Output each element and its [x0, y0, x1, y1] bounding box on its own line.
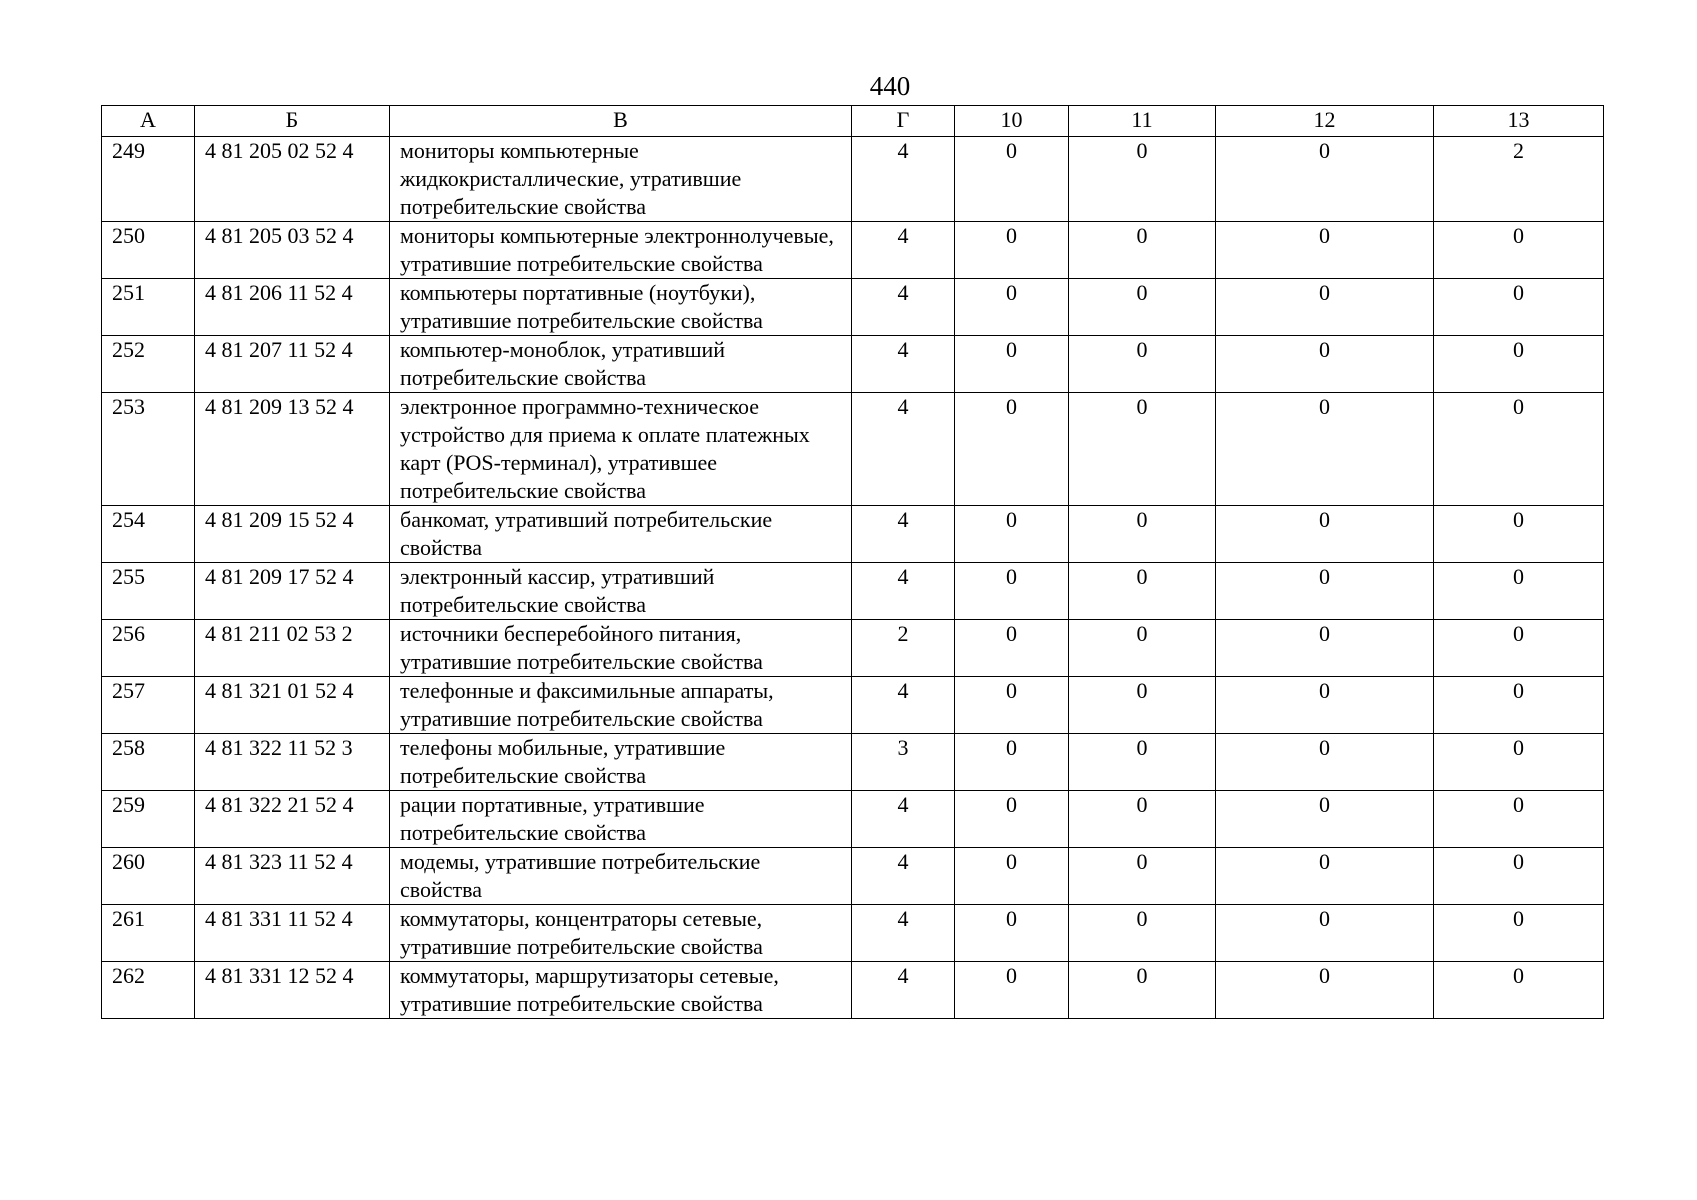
table-row	[102, 677, 1604, 734]
waste-code-cell: 4 81 209 17 52 4	[195, 563, 390, 620]
column-header: 12	[1216, 106, 1434, 137]
table-row	[102, 563, 1604, 620]
hazard-class-cell: 4	[852, 137, 955, 222]
row-number-cell: 257	[102, 677, 195, 734]
table-row	[102, 848, 1604, 905]
value-cell-13: 0	[1434, 677, 1604, 734]
value-cell-13: 0	[1434, 734, 1604, 791]
value-cell-12: 0	[1216, 222, 1434, 279]
row-number-cell: 256	[102, 620, 195, 677]
value-cell-12: 0	[1216, 848, 1434, 905]
waste-code-cell: 4 81 207 11 52 4	[195, 336, 390, 393]
value-cell-10: 0	[955, 393, 1069, 506]
waste-name-cell: электронное программно-техническое устройство для приема к оплате платежных карт (POS-терминал), утратившее потребительские свойства	[390, 393, 852, 506]
value-cell-12: 0	[1216, 734, 1434, 791]
value-cell-11: 0	[1069, 905, 1216, 962]
waste-code-cell: 4 81 209 15 52 4	[195, 506, 390, 563]
value-cell-13: 0	[1434, 905, 1604, 962]
waste-code-cell: 4 81 322 11 52 3	[195, 734, 390, 791]
hazard-class-cell: 4	[852, 506, 955, 563]
page-number: 440	[869, 71, 911, 101]
value-cell-13: 0	[1434, 393, 1604, 506]
value-cell-12: 0	[1216, 393, 1434, 506]
value-cell-13: 2	[1434, 137, 1604, 222]
value-cell-12: 0	[1216, 905, 1434, 962]
header-row	[102, 106, 1604, 137]
table-row	[102, 734, 1604, 791]
value-cell-10: 0	[955, 137, 1069, 222]
table-row	[102, 620, 1604, 677]
waste-code-cell: 4 81 331 11 52 4	[195, 905, 390, 962]
value-cell-10: 0	[955, 506, 1069, 563]
waste-code-cell: 4 81 322 21 52 4	[195, 791, 390, 848]
waste-code-cell: 4 81 205 03 52 4	[195, 222, 390, 279]
value-cell-12: 0	[1216, 677, 1434, 734]
table-row	[102, 791, 1604, 848]
hazard-class-cell: 4	[852, 336, 955, 393]
row-number-cell: 250	[102, 222, 195, 279]
waste-code-cell: 4 81 211 02 53 2	[195, 620, 390, 677]
hazard-class-cell: 2	[852, 620, 955, 677]
hazard-class-cell: 4	[852, 222, 955, 279]
value-cell-11: 0	[1069, 734, 1216, 791]
row-number-cell: 258	[102, 734, 195, 791]
row-number-cell: 261	[102, 905, 195, 962]
value-cell-11: 0	[1069, 962, 1216, 1019]
waste-name-cell: мониторы компьютерные жидкокристаллические, утратившие потребительские свойства	[390, 137, 852, 222]
row-number-cell: 252	[102, 336, 195, 393]
value-cell-10: 0	[955, 962, 1069, 1019]
column-header: В	[390, 106, 852, 137]
value-cell-11: 0	[1069, 620, 1216, 677]
value-cell-13: 0	[1434, 620, 1604, 677]
value-cell-10: 0	[955, 620, 1069, 677]
table-row	[102, 222, 1604, 279]
value-cell-13: 0	[1434, 506, 1604, 563]
row-number-cell: 253	[102, 393, 195, 506]
table-row	[102, 137, 1604, 222]
value-cell-11: 0	[1069, 677, 1216, 734]
value-cell-12: 0	[1216, 791, 1434, 848]
value-cell-12: 0	[1216, 279, 1434, 336]
hazard-class-cell: 3	[852, 734, 955, 791]
waste-name-cell: компьютеры портативные (ноутбуки), утратившие потребительские свойства	[390, 279, 852, 336]
value-cell-11: 0	[1069, 336, 1216, 393]
value-cell-13: 0	[1434, 563, 1604, 620]
value-cell-11: 0	[1069, 563, 1216, 620]
hazard-class-cell: 4	[852, 791, 955, 848]
row-number-cell: 249	[102, 137, 195, 222]
hazard-class-cell: 4	[852, 962, 955, 1019]
waste-code-cell: 4 81 321 01 52 4	[195, 677, 390, 734]
table-row	[102, 962, 1604, 1019]
value-cell-13: 0	[1434, 791, 1604, 848]
value-cell-10: 0	[955, 336, 1069, 393]
row-number-cell: 251	[102, 279, 195, 336]
waste-code-cell: 4 81 206 11 52 4	[195, 279, 390, 336]
waste-name-cell: рации портативные, утратившие потребительские свойства	[390, 791, 852, 848]
value-cell-10: 0	[955, 791, 1069, 848]
hazard-class-cell: 4	[852, 279, 955, 336]
waste-name-cell: коммутаторы, концентраторы сетевые, утратившие потребительские свойства	[390, 905, 852, 962]
value-cell-10: 0	[955, 848, 1069, 905]
value-cell-11: 0	[1069, 791, 1216, 848]
value-cell-12: 0	[1216, 620, 1434, 677]
hazard-class-cell: 4	[852, 677, 955, 734]
value-cell-12: 0	[1216, 336, 1434, 393]
table-row	[102, 506, 1604, 563]
value-cell-13: 0	[1434, 848, 1604, 905]
value-cell-13: 0	[1434, 336, 1604, 393]
value-cell-10: 0	[955, 734, 1069, 791]
table-row	[102, 393, 1604, 506]
waste-code-cell: 4 81 205 02 52 4	[195, 137, 390, 222]
waste-name-cell: коммутаторы, маршрутизаторы сетевые, утратившие потребительские свойства	[390, 962, 852, 1019]
hazard-class-cell: 4	[852, 905, 955, 962]
waste-code-cell: 4 81 209 13 52 4	[195, 393, 390, 506]
column-header: А	[102, 106, 195, 137]
value-cell-12: 0	[1216, 506, 1434, 563]
table-row	[102, 905, 1604, 962]
value-cell-11: 0	[1069, 137, 1216, 222]
row-number-cell: 254	[102, 506, 195, 563]
waste-name-cell: модемы, утратившие потребительские свойства	[390, 848, 852, 905]
row-number-cell: 259	[102, 791, 195, 848]
column-header: 13	[1434, 106, 1604, 137]
row-number-cell: 260	[102, 848, 195, 905]
waste-name-cell: телефонные и факсимильные аппараты, утратившие потребительские свойства	[390, 677, 852, 734]
hazard-class-cell: 4	[852, 848, 955, 905]
value-cell-11: 0	[1069, 506, 1216, 563]
value-cell-13: 0	[1434, 279, 1604, 336]
value-cell-10: 0	[955, 905, 1069, 962]
waste-classification-table	[101, 105, 1604, 1019]
row-number-cell: 255	[102, 563, 195, 620]
value-cell-12: 0	[1216, 962, 1434, 1019]
waste-name-cell: источники бесперебойного питания, утратившие потребительские свойства	[390, 620, 852, 677]
table-row	[102, 336, 1604, 393]
value-cell-12: 0	[1216, 563, 1434, 620]
column-header: Г	[852, 106, 955, 137]
table-row	[102, 279, 1604, 336]
value-cell-13: 0	[1434, 222, 1604, 279]
value-cell-11: 0	[1069, 848, 1216, 905]
table-body	[102, 137, 1604, 1019]
waste-name-cell: компьютер-моноблок, утративший потребительские свойства	[390, 336, 852, 393]
waste-name-cell: банкомат, утративший потребительские свойства	[390, 506, 852, 563]
column-header: Б	[195, 106, 390, 137]
hazard-class-cell: 4	[852, 393, 955, 506]
waste-name-cell: мониторы компьютерные электроннолучевые, утратившие потребительские свойства	[390, 222, 852, 279]
hazard-class-cell: 4	[852, 563, 955, 620]
value-cell-10: 0	[955, 563, 1069, 620]
value-cell-10: 0	[955, 222, 1069, 279]
value-cell-12: 0	[1216, 137, 1434, 222]
waste-name-cell: электронный кассир, утративший потребительские свойства	[390, 563, 852, 620]
value-cell-13: 0	[1434, 962, 1604, 1019]
column-header: 10	[955, 106, 1069, 137]
waste-code-cell: 4 81 331 12 52 4	[195, 962, 390, 1019]
waste-code-cell: 4 81 323 11 52 4	[195, 848, 390, 905]
waste-name-cell: телефоны мобильные, утратившие потребительские свойства	[390, 734, 852, 791]
value-cell-10: 0	[955, 677, 1069, 734]
column-header: 11	[1069, 106, 1216, 137]
value-cell-10: 0	[955, 279, 1069, 336]
row-number-cell: 262	[102, 962, 195, 1019]
value-cell-11: 0	[1069, 279, 1216, 336]
value-cell-11: 0	[1069, 222, 1216, 279]
value-cell-11: 0	[1069, 393, 1216, 506]
